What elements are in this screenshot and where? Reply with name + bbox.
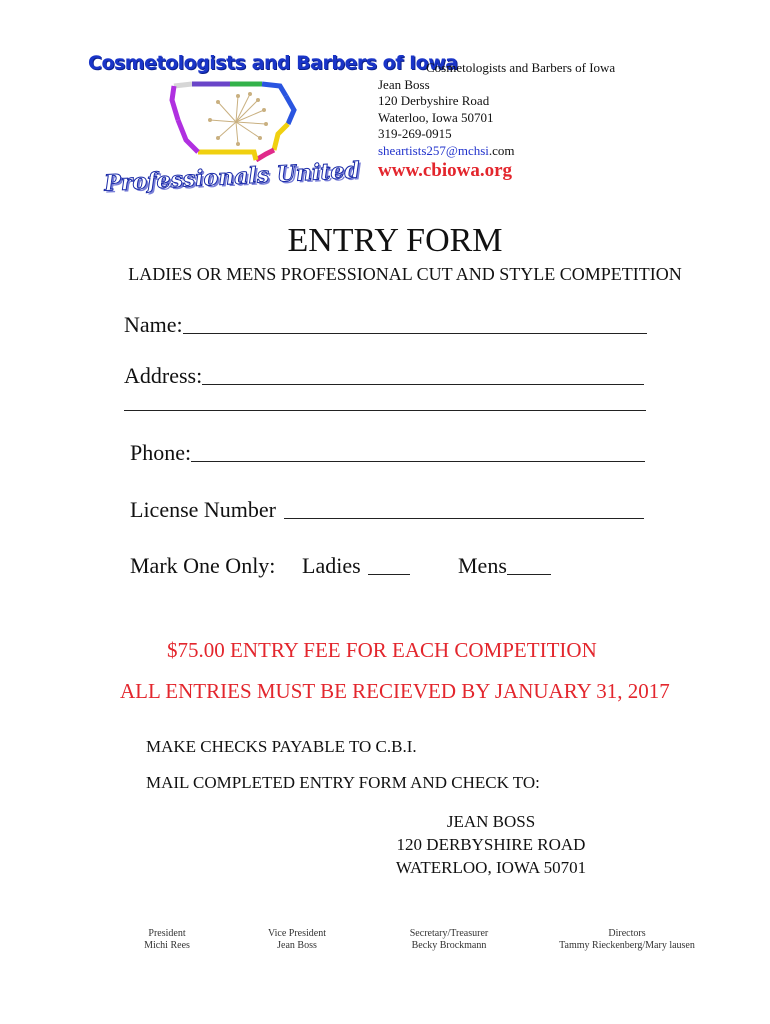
license-field — [130, 497, 644, 523]
mailing-street: 120 DERBYSHIRE ROAD — [396, 835, 586, 854]
officer-role: President — [148, 928, 186, 939]
name-label: Name: — [124, 312, 183, 337]
contact-street: 120 Derbyshire Road — [378, 93, 490, 108]
address-second-line[interactable] — [124, 410, 646, 411]
deadline-notice: ALL ENTRIES MUST BE RECIEVED BY JANUARY 31, 2017 — [120, 679, 670, 703]
officer-president — [126, 928, 208, 952]
ladies-mark-line[interactable] — [368, 573, 410, 575]
form-title: ENTRY FORM — [287, 222, 503, 259]
mail-to-notice: MAIL COMPLETED ENTRY FORM AND CHECK TO: — [146, 773, 540, 792]
officer-role: Secretary/Treasurer — [409, 928, 489, 939]
contact-org: Cosmetologists and Barbers of Iowa — [426, 60, 616, 75]
ladies-label: Ladies — [302, 553, 361, 578]
mailing-address — [386, 810, 596, 879]
phone-label: Phone: — [130, 440, 192, 465]
address-label: Address: — [124, 363, 203, 388]
email-domain: .com — [488, 142, 515, 158]
iowa-map-icon — [168, 80, 298, 162]
name-field — [124, 312, 647, 338]
name-input-line[interactable] — [183, 332, 647, 334]
contact-email[interactable] — [378, 143, 615, 160]
logo-subtitle: Professionals United — [103, 157, 361, 197]
mailing-city: WATERLOO, IOWA 50701 — [395, 858, 587, 877]
license-label: License Number — [130, 497, 276, 522]
email-link[interactable]: sheartists257@mchsi — [378, 142, 489, 158]
mens-option — [458, 553, 551, 579]
address-input-line[interactable] — [202, 383, 644, 385]
contact-address — [378, 60, 615, 159]
website-link[interactable]: www.cbiowa.org — [378, 160, 513, 181]
officer-name: Michi Rees — [144, 940, 190, 951]
officer-role: Directors — [608, 928, 646, 939]
contact-name: Jean Boss — [378, 76, 430, 92]
mens-mark-line[interactable] — [507, 573, 551, 575]
mailing-name: JEAN BOSS — [446, 812, 536, 831]
mens-label: Mens — [458, 553, 507, 578]
contact-city: Waterloo, Iowa 50701 — [378, 109, 494, 125]
officer-name: Jean Boss — [277, 940, 317, 951]
phone-input-line[interactable] — [191, 460, 645, 462]
officer-secretary-treasurer — [396, 928, 502, 952]
license-input-line[interactable] — [284, 517, 644, 519]
logo-title: Cosmetologists and Barbers of Iowa — [88, 52, 458, 74]
officer-name: Tammy Rieckenberg/Mary lausen — [559, 940, 695, 951]
payable-notice: MAKE CHECKS PAYABLE TO C.B.I. — [146, 737, 417, 756]
form-subtitle: LADIES OR MENS PROFESSIONAL CUT AND STYLE COMPETITION — [128, 264, 682, 284]
phone-field — [130, 440, 645, 466]
mark-one-label: Mark One Only: — [130, 553, 276, 578]
mark-one-field — [130, 553, 275, 579]
entry-fee-notice: $75.00 ENTRY FEE FOR EACH COMPETITION — [167, 638, 597, 662]
ladies-option — [302, 553, 410, 579]
contact-phone: 319-269-0915 — [378, 126, 452, 141]
officer-role: Vice President — [268, 928, 326, 939]
address-field — [124, 363, 644, 389]
officer-directors — [554, 928, 700, 952]
officer-name: Becky Brockmann — [411, 940, 487, 951]
officer-vice-president — [252, 928, 342, 952]
